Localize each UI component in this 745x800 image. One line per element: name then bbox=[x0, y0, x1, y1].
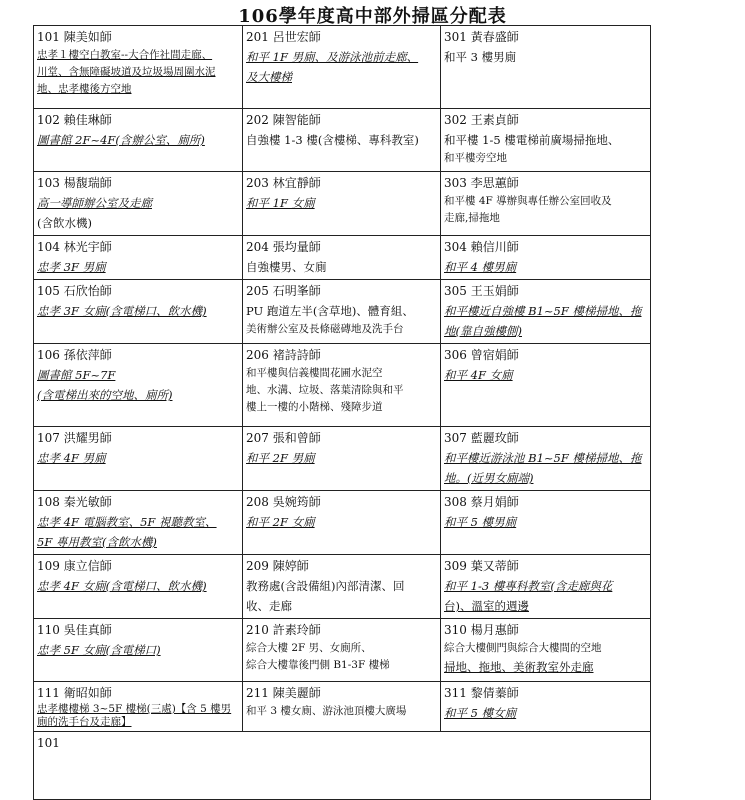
teacher-name: 201 呂世宏師 bbox=[246, 30, 321, 44]
table-row bbox=[34, 280, 651, 344]
table-row bbox=[34, 172, 651, 236]
area-line: 圖書館 2F~4F(含辦公室、廁所) bbox=[37, 133, 205, 147]
teacher-name: 205 石明峯師 bbox=[246, 284, 321, 298]
table-cell bbox=[34, 280, 243, 344]
area-line: 高一導師辦公室及走廊 bbox=[37, 196, 152, 210]
area-line: 美術辦公室及長條磁磚地及洗手台 bbox=[246, 323, 404, 335]
area-line: 和平樓 1-5 樓電梯前廣場掃拖地、 bbox=[444, 133, 620, 147]
table-cell bbox=[441, 427, 651, 491]
table-cell bbox=[243, 109, 441, 172]
teacher-name: 110 吳佳真師 bbox=[37, 623, 112, 637]
table-cell bbox=[34, 491, 243, 555]
teacher-name: 308 蔡月娟師 bbox=[444, 495, 519, 509]
table-row bbox=[34, 236, 651, 280]
table-cell bbox=[34, 344, 243, 427]
table-row bbox=[34, 344, 651, 427]
teacher-name: 101 陳美如師 bbox=[37, 30, 112, 44]
area-line: 自強樓男、女廁 bbox=[246, 260, 327, 274]
area-line: 忠孝 3F 男廁 bbox=[37, 260, 106, 274]
area-line: (含飲水機) bbox=[37, 216, 92, 230]
area-line: 川堂、含無障礙坡道及垃圾場周圍水泥 bbox=[37, 66, 216, 78]
area-line: 和平 1-3 樓專科教室(含走廊與花 bbox=[444, 579, 613, 593]
area-line: 和平 1F 女廁 bbox=[246, 196, 315, 210]
teacher-name: 211 陳美麗師 bbox=[246, 686, 321, 700]
teacher-name: 107 洪耀男師 bbox=[37, 431, 112, 445]
area-line: 和平樓 4F 導辦與專任辦公室回收及 bbox=[444, 195, 612, 207]
area-line: 和平 4F 女廁 bbox=[444, 368, 513, 382]
area-line: 忠孝樓樓梯 3~5F 樓梯(三處)【含 5 樓男 bbox=[37, 703, 232, 715]
table-cell bbox=[243, 427, 441, 491]
table-cell bbox=[441, 619, 651, 682]
table-cell bbox=[243, 491, 441, 555]
area-line: 走廊,掃拖地 bbox=[444, 212, 500, 224]
table-row bbox=[34, 682, 651, 732]
teacher-name: 106 孫依萍師 bbox=[37, 348, 112, 362]
teacher-name: 111 衛昭如師 bbox=[37, 686, 112, 700]
table-cell bbox=[34, 236, 243, 280]
table-cell bbox=[243, 172, 441, 236]
area-line: 和平 3 樓女廁、游泳池頂樓大廣場 bbox=[246, 705, 407, 717]
teacher-name: 302 王素貞師 bbox=[444, 113, 519, 127]
teacher-name: 109 康立信師 bbox=[37, 559, 112, 573]
area-line: 和平樓近游泳池 B1~5F 樓梯掃地、拖 bbox=[444, 451, 642, 465]
area-line: 地、忠孝樓後方空地 bbox=[37, 83, 132, 95]
table-cell bbox=[441, 682, 651, 732]
table-cell bbox=[243, 280, 441, 344]
table-row bbox=[34, 427, 651, 491]
teacher-name: 210 許素玲師 bbox=[246, 623, 321, 637]
teacher-name: 306 曾宿娟師 bbox=[444, 348, 519, 362]
table-cell bbox=[34, 682, 243, 732]
area-line: 忠孝 4F 男廁 bbox=[37, 451, 106, 465]
table-cell bbox=[243, 344, 441, 427]
table-cell bbox=[441, 236, 651, 280]
area-line: 和平 4 樓男廁 bbox=[444, 260, 517, 274]
teacher-name: 307 藍麗玫師 bbox=[444, 431, 519, 445]
table-cell bbox=[34, 26, 243, 109]
area-line: 和平 5 樓男廁 bbox=[444, 515, 517, 529]
area-line: 廁的洗手台及走廊】 bbox=[37, 716, 132, 728]
area-line: 地。(近男女廁端) bbox=[444, 471, 534, 485]
teacher-name: 203 林宜靜師 bbox=[246, 176, 321, 190]
table-row bbox=[34, 491, 651, 555]
table-cell bbox=[441, 109, 651, 172]
area-line: 及大樓梯 bbox=[246, 70, 292, 84]
area-line: 和平樓與信義樓間花圃水泥空 bbox=[246, 367, 383, 379]
area-line: 忠孝 4F 電腦教室、5F 視聽教室、 bbox=[37, 515, 217, 529]
table-cell bbox=[441, 491, 651, 555]
area-line: 忠孝 5F 女廁(含電梯口) bbox=[37, 643, 161, 657]
area-line: 掃地、拖地、美術教室外走廊 bbox=[444, 660, 594, 674]
teacher-name: 206 褚詩詩師 bbox=[246, 348, 321, 362]
teacher-name: 103 楊馥瑞師 bbox=[37, 176, 112, 190]
teacher-name: 204 張均量師 bbox=[246, 240, 321, 254]
page-title: 106學年度高中部外掃區分配表 bbox=[238, 6, 507, 27]
table-row bbox=[34, 619, 651, 682]
area-line: 和平 2F 男廁 bbox=[246, 451, 315, 465]
area-line: 綜合大樓側門與綜合大樓間的空地 bbox=[444, 642, 602, 654]
area-line: 和平 2F 女廁 bbox=[246, 515, 315, 529]
table-cell bbox=[441, 172, 651, 236]
area-line: (含電梯出來的空地、廁所) bbox=[37, 388, 173, 402]
assignment-table bbox=[33, 25, 651, 800]
area-line: 和平 1F 男廁、及游泳池前走廊、 bbox=[246, 50, 419, 64]
teacher-name: 105 石欣怡師 bbox=[37, 284, 112, 298]
table-cell bbox=[34, 109, 243, 172]
teacher-name: 305 王玉娟師 bbox=[444, 284, 519, 298]
table-cell bbox=[441, 344, 651, 427]
table-cell bbox=[34, 172, 243, 236]
teacher-name: 207 張和曾師 bbox=[246, 431, 321, 445]
area-line: 綜合大樓靠後門側 B1-3F 樓梯 bbox=[246, 659, 390, 671]
area-line: 和平樓近自強樓 B1~5F 樓梯掃地、拖 bbox=[444, 304, 642, 318]
area-line: 綜合大樓 2F 男、女廁所、 bbox=[246, 642, 372, 654]
area-line: 忠孝 3F 女廁(含電梯口、飲水機) bbox=[37, 304, 207, 318]
table-row bbox=[34, 732, 651, 800]
area-line: 自強樓 1-3 樓(含樓梯、專科教室) bbox=[246, 133, 419, 147]
teacher-name: 310 楊月惠師 bbox=[444, 623, 519, 637]
teacher-name: 101 bbox=[37, 736, 60, 750]
area-line: 收、走廊 bbox=[246, 599, 292, 613]
table-cell bbox=[441, 555, 651, 619]
teacher-name: 104 林光宇師 bbox=[37, 240, 112, 254]
table-cell bbox=[441, 26, 651, 109]
table-cell bbox=[441, 280, 651, 344]
area-line: 和平 3 樓男廁 bbox=[444, 50, 517, 64]
area-line: 和平樓旁空地 bbox=[444, 152, 507, 164]
table-cell bbox=[243, 26, 441, 109]
table-row bbox=[34, 26, 651, 109]
table-cell bbox=[34, 732, 651, 800]
area-line: 忠孝 4F 女廁(含電梯口、飲水機) bbox=[37, 579, 207, 593]
table-cell bbox=[34, 427, 243, 491]
teacher-name: 209 陳婷師 bbox=[246, 559, 309, 573]
table-cell bbox=[243, 236, 441, 280]
table-cell bbox=[243, 619, 441, 682]
teacher-name: 304 賴信川師 bbox=[444, 240, 519, 254]
teacher-name: 108 秦光敏師 bbox=[37, 495, 112, 509]
area-line: 樓上一樓的小階梯、殘障步道 bbox=[246, 401, 383, 413]
teacher-name: 309 葉又蒂師 bbox=[444, 559, 519, 573]
area-line: 台)、溫室的週邊 bbox=[444, 599, 529, 613]
teacher-name: 311 黎倩蓁師 bbox=[444, 686, 519, 700]
table-row bbox=[34, 109, 651, 172]
table-row bbox=[34, 555, 651, 619]
table-cell bbox=[34, 555, 243, 619]
teacher-name: 202 陳智能師 bbox=[246, 113, 321, 127]
area-line: 圖書館 5F~7F bbox=[37, 368, 116, 382]
teacher-name: 301 黃春盛師 bbox=[444, 30, 519, 44]
area-line: 和平 5 樓女廁 bbox=[444, 706, 517, 720]
table-cell bbox=[243, 555, 441, 619]
teacher-name: 208 吳婉筠師 bbox=[246, 495, 321, 509]
table-cell bbox=[34, 619, 243, 682]
teacher-name: 102 賴佳琳師 bbox=[37, 113, 112, 127]
area-line: 教務處(含設備組)內部清潔、回 bbox=[246, 579, 405, 593]
area-line: 忠孝１樓空白教室--大合作社間走廊、 bbox=[37, 49, 213, 61]
area-line: 地、水溝、垃圾、落葉清除與和平 bbox=[246, 384, 404, 396]
area-line: 5F 專用教室(含飲水機) bbox=[37, 535, 157, 549]
teacher-name: 303 李思蕙師 bbox=[444, 176, 519, 190]
area-line: 地(靠自強樓側) bbox=[444, 324, 522, 338]
area-line: PU 跑道左半(含草地)、體育組、 bbox=[246, 304, 414, 318]
table-cell bbox=[243, 682, 441, 732]
